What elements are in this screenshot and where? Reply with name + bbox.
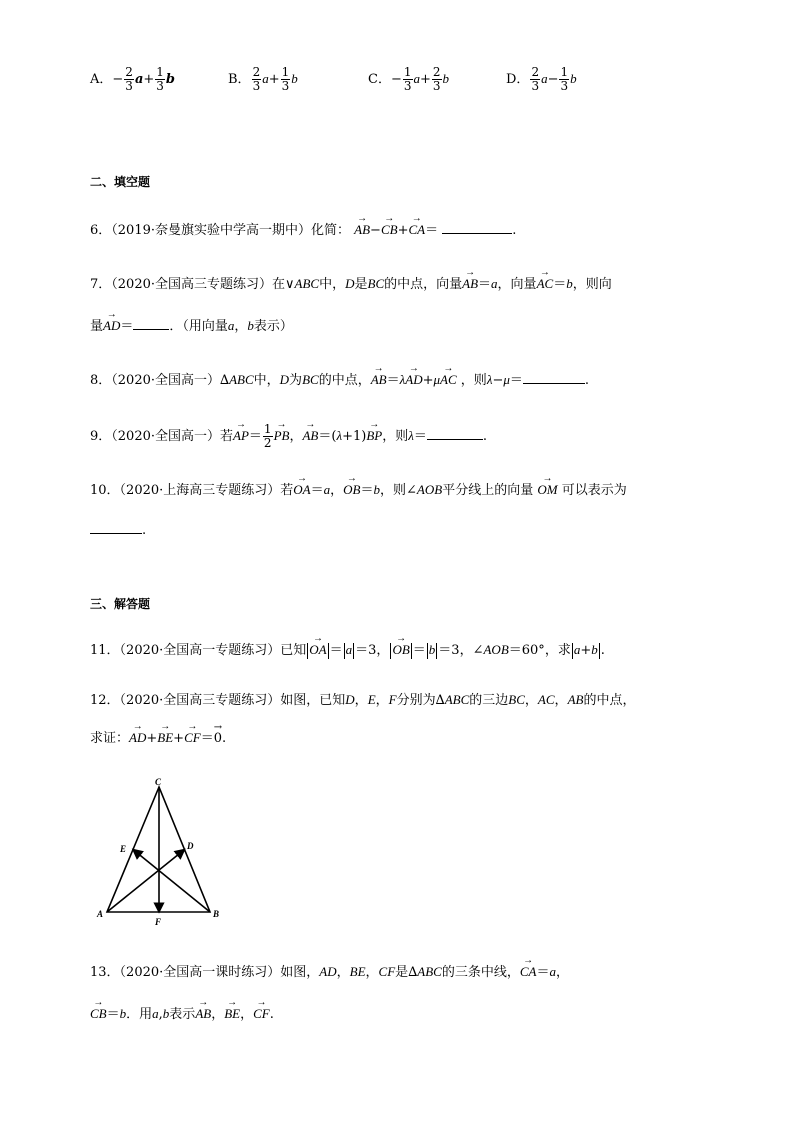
section-answer-heading: 三、解答题 [90, 597, 151, 611]
question-11: 11．（2020·全国高一专题练习）已知→ OA ＝ a ＝3，→ OB ＝ b ＝3，∠AOB＝60°，求 a+b . [90, 640, 605, 661]
label-f: F [155, 917, 162, 927]
question-13-cont: → CB＝b．用a,b表示→ AB，→ BE，→ CF. [90, 1004, 274, 1025]
label-d: D [187, 841, 194, 851]
section-fill-heading: 二、填空题 [90, 175, 151, 189]
label-c: C [155, 777, 162, 787]
answer-blank [133, 316, 169, 330]
question-12-cont: 求证：→ AD+→ BE+→ CF＝→ 0. [90, 728, 226, 749]
question-7-cont: 量→ AD＝ ．（用向量a，b表示） [90, 316, 293, 337]
answer-blank [427, 426, 483, 440]
question-8: 8．（2020·全国高一）∆ABC中，D为BC的中点，→ AB＝λ→ AD+μ→ AC ，则λ−μ＝ . [90, 370, 589, 391]
answer-blank [523, 370, 585, 384]
question-13: 13．（2020·全国高一课时练习）如图，AD，BE，CF是∆ABC的三条中线，→ CA＝a， [90, 962, 569, 983]
question-6: 6．（2019·奈曼旗实验中学高一期中）化简： → AB−→ CB+→ CA＝ . [90, 220, 516, 241]
option-c: C．− $\frac{1}{3}$ a+ $\frac{2}{3}$ b [368, 65, 450, 93]
question-10: 10．（2020·上海高三专题练习）若→ OA＝a，→ OB＝b，则∠AOB平分线上的向量 → OM 可以表示为 [90, 480, 627, 501]
option-b: B． $\frac{2}{3}$ a+ $\frac{1}{3}$ b [228, 65, 298, 93]
option-d: D． $\frac{2}{3}$ a− $\frac{1}{3}$ b [506, 65, 577, 93]
answer-blank [90, 520, 142, 534]
option-a: A．− $\frac{2}{3}$ a+ $\frac{1}{3}$ b [90, 65, 176, 93]
question-9: 9．（2020·全国高一）若→ AP＝ $\frac{1}{2}$ → PB，→ AB＝(λ+1)→ BP，则λ＝ . [90, 423, 487, 450]
question-7: 7．（2020·全国高三专题练习）在∨ABC中，D是BC的中点，向量→ AB＝a，向量→ AC＝b，则向 [90, 274, 612, 295]
question-10-cont: . [90, 520, 146, 541]
label-b: B [213, 909, 220, 919]
question-12: 12．（2020·全国高三专题练习）如图，已知D，E，F分别为∆ABC的三边BC，AC，AB的中点， [90, 692, 636, 708]
label-a: A [97, 909, 104, 919]
answer-blank [442, 220, 512, 234]
label-e: E [120, 844, 127, 854]
triangle-figure [92, 775, 232, 935]
